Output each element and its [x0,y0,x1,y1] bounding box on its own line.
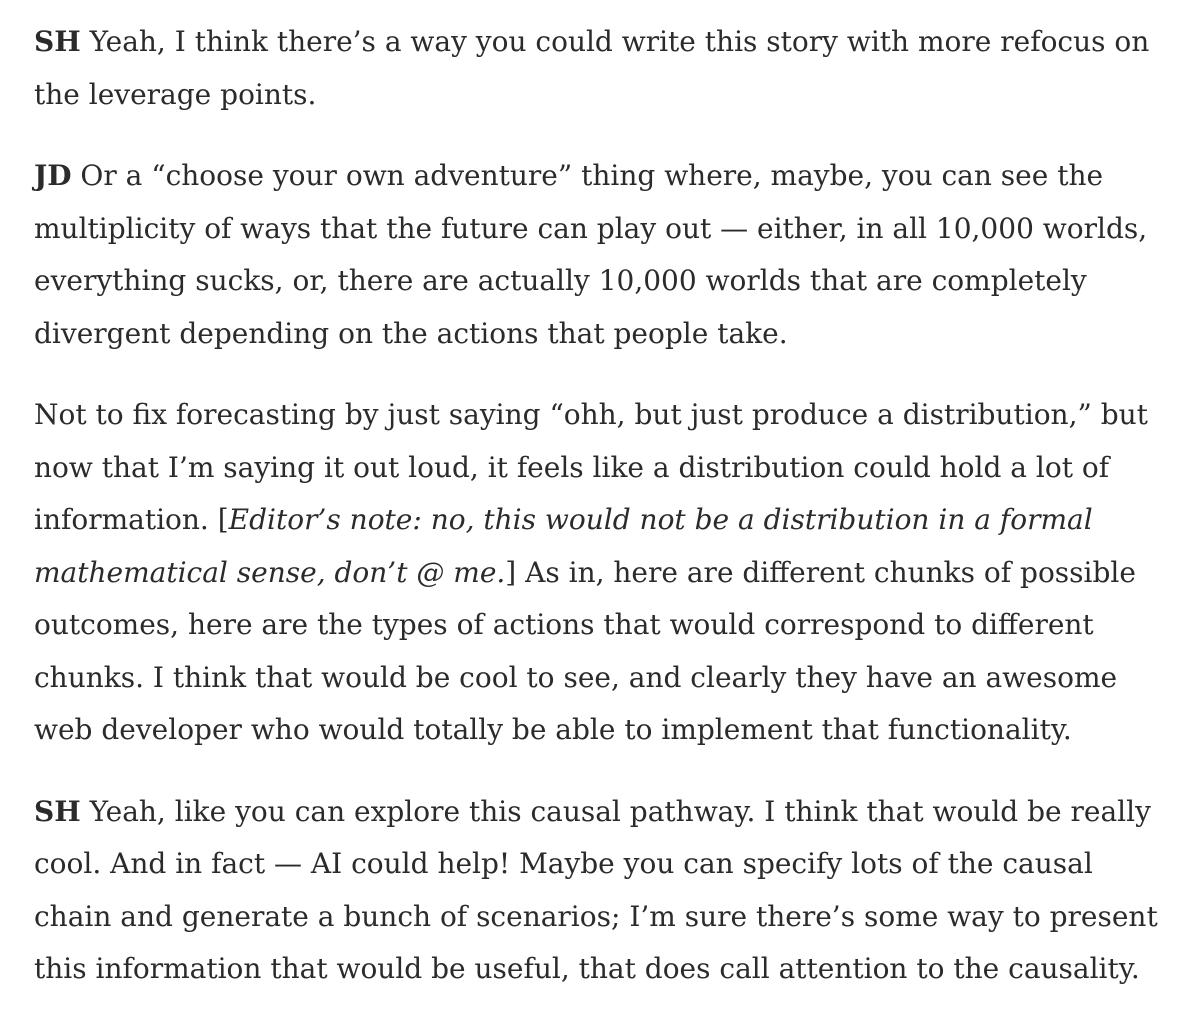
paragraph-text: Not to fix forecasting by just saying “ohh, but just produce a distribution,” but now that I’m saying it out loud, it feels like a distribution could hold a lot of information. [ [34,398,1148,536]
speaker-initials: JD [34,159,72,192]
speaker-initials: SH [34,794,81,828]
transcript-paragraph-3 [34,389,1176,757]
transcript-paragraph-1 [34,16,1176,121]
transcript-paragraph-4 [34,786,1176,996]
speaker-initials: SH [34,25,81,58]
editor-note: Editor’s note: no, this would not be a distribution in a formal mathematical sense, don’t @ me. [34,503,1093,589]
paragraph-text: Or a “choose your own adventure” thing where, maybe, you can see the multiplicity of ways that the future can play out — either, in all 10,000 worlds, everything sucks, or, there are actually 10,000 worlds that are completely divergent depending on the actions that people take. [34,159,1148,350]
paragraph-text: Yeah, I think there’s a way you could write this story with more refocus on the leverage points. [34,25,1150,111]
paragraph-text: Yeah, like you can explore this causal pathway. I think that would be really cool. And in fact — AI could help! Maybe you can specify lots of the causal chain and generate a bunch of scenarios; I’m sure there’s some way to present this information that would be useful, that does call attention to the causality. [34,794,1158,985]
transcript-paragraph-2 [34,150,1176,360]
paragraph-text: ] As in, here are different chunks of possible outcomes, here are the types of actions that would correspond to different chunks. I think that would be cool to see, and clearly they have an awesome web developer who would totally be able to implement that functionality. [34,555,1136,746]
